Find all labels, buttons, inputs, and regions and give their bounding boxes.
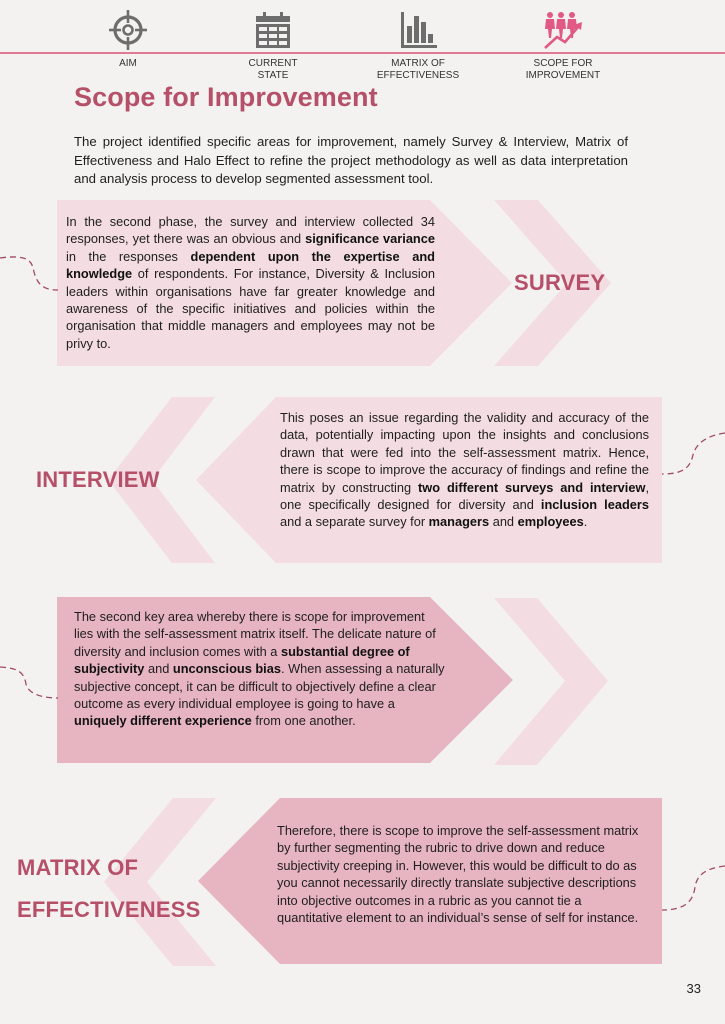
text-run: and [144, 661, 173, 677]
page-number: 33 [686, 981, 701, 996]
page-title: Scope for Improvement [74, 82, 378, 112]
emphasis-text: uniquely different experience [74, 713, 252, 729]
nav-label: AIM [119, 58, 137, 69]
dashed-connector [0, 667, 58, 698]
emphasis-text: managers [428, 514, 490, 530]
text-run: The second key area whereby there is scope for improvement lies with the self-assessment matrix itself. The delicate nature of diversity and inclusion comes with a [74, 609, 436, 659]
text-run: in the responses [66, 248, 191, 264]
interview-paragraph [280, 409, 649, 531]
intro-paragraph: The project identified specific areas for improvement, namely Survey & Interview, Matrix of Effectiveness and Halo Effect to refine the project methodology as well as data interpretation and analysis process to develop segmented assessment tool. [74, 134, 628, 186]
label-line: MATRIX OF [17, 855, 139, 880]
text-run: , one specifically designed for diversity and [280, 479, 649, 513]
text-run: from one another. [251, 713, 356, 729]
emphasis-text: substantial degree of subjectivity [74, 643, 410, 677]
effectiveness-paragraph [277, 822, 649, 926]
effectiveness-label [17, 847, 201, 931]
text-run: of respondents. For instance, Diversity & Inclusion leaders within organisations have far greater knowledge and awareness of the specific initiatives and policies within the organisation that middle managers and employees may not be privy to. [66, 266, 435, 351]
emphasis-text: unconscious bias [172, 661, 281, 677]
survey-label: SURVEY [514, 270, 606, 295]
text-run: Therefore, there is scope to improve the self-assessment matrix by further segmenting the rubric to drive down and reduce subjectivity creeping in. However, this would be difficult to do as you cannot necessarily directly translate subjective descriptions into objective outcomes in a rubric as you cannot tie a quantitative element to an individual’s sense of self for instance. [277, 823, 639, 926]
interview-label: INTERVIEW [36, 467, 160, 492]
emphasis-text: inclusion leaders [540, 497, 649, 513]
label-line: EFFECTIVENESS [17, 897, 201, 922]
nav-label: SCOPE FOR IMPROVEMENT [525, 58, 601, 81]
dashed-connector [662, 433, 725, 474]
dashed-connector [662, 866, 725, 910]
emphasis-text: dependent upon the expertise and knowledge [66, 248, 435, 282]
emphasis-text: two different surveys and interview [418, 479, 646, 495]
text-run: In the second phase, the survey and interview collected 34 responses, yet there was an obvious and [66, 214, 435, 247]
survey-paragraph [66, 213, 435, 352]
text-run: This poses an issue regarding the validity and accuracy of the data, potentially impacting upon the insights and conclusions drawn that were fed into the self-assessment matrix. Hence, there is scope to improve the accuracy of findings and refine the matrix by constructing [280, 410, 649, 495]
text-run: and [489, 514, 518, 530]
text-run: . [583, 514, 588, 530]
emphasis-text: employees [517, 514, 584, 530]
text-run: and a separate survey for [280, 514, 429, 530]
text-run: . When assessing a naturally subjective concept, it can be difficult to objectively define a clear outcome as every individual employee is going to have a [74, 661, 445, 712]
nav-label: CURRENT STATE [248, 58, 298, 81]
matrix-paragraph [74, 608, 446, 730]
emphasis-text: significance variance [305, 231, 435, 247]
nav-label: MATRIX OF EFFECTIVENESS [376, 58, 460, 81]
dashed-connector [0, 257, 58, 290]
